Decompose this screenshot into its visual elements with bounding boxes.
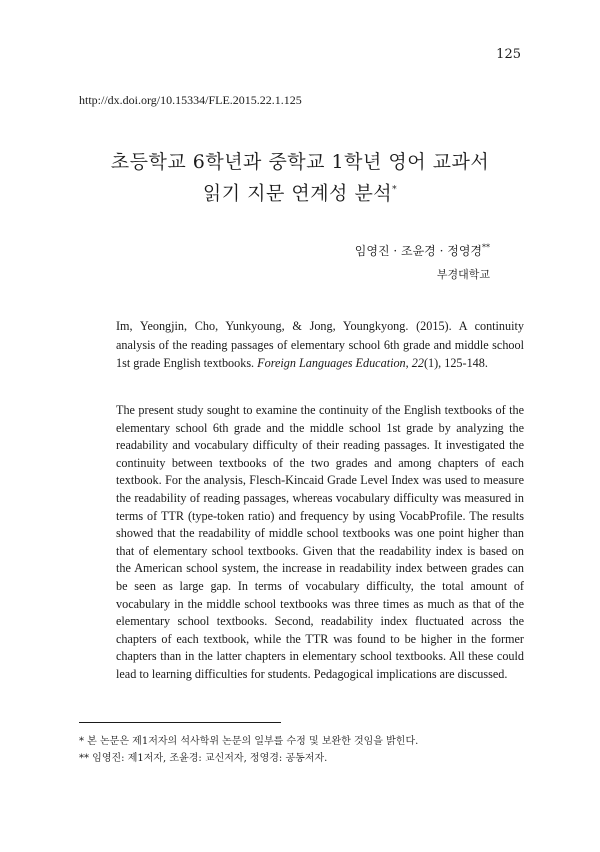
citation (116, 317, 524, 373)
page-number: 125 (496, 47, 521, 62)
author-affiliation: 부경대학교 (436, 268, 490, 281)
footnotes (79, 733, 418, 767)
author-list (355, 242, 490, 259)
author-names: 임영진 · 조윤경 · 정영경 (354, 244, 482, 258)
citation-issue-pages: (1), 125-148. (423, 356, 488, 370)
abstract: The present study sought to examine the continuity of the English textbooks of the elementary school 6th grade and the middle school 1st grade by analyzing the readability and vocabulary difficulty of their reading passages. It investigated the continuity between textbooks of the two grades and among chapters of each textbook. For the analysis, Flesch-Kincaid Grade Level Index was used to measure the readability of reading passages, whereas vocabulary difficulty was measured in terms of TTR (type-token ratio) and frequency by using VocabProfile. The results showed that the readability of middle school textbooks was one point higher than that of elementary school textbooks. Given that the readability index is based on the American school system, the increase in readability index between grades can be seen as large gap. In terms of vocabulary difficulty, the total amount of vocabulary in the middle school textbooks was three times as much as that of the elementary school textbooks. Second, readability index fluctuated across the chapters of each textbook, while the TTR was found to be higher in the former chapters than in the latter chapters in elementary school textbooks. All these could lead to learning difficulties for students. Pedagogical implications are discussed. (116, 403, 524, 681)
title-line-2-text: 읽기 지문 연계성 분석 (202, 182, 393, 205)
author-footnote-marker: ** (482, 243, 490, 252)
footnote-divider (79, 722, 281, 723)
citation-journal: Foreign Languages Education, 22 (257, 356, 424, 370)
title-footnote-marker: * (392, 185, 398, 195)
doi-link[interactable]: http://dx.doi.org/10.15334/FLE.2015.22.1.125 (79, 93, 302, 107)
title-line-1: 초등학교 6학년과 중학교 1학년 영어 교과서 (110, 151, 490, 173)
footnote-1: * 본 논문은 제1저자의 석사학위 논문의 일부를 수정 및 보완한 것임을 밝힌다. (79, 736, 419, 747)
citation-authors: Im, Yeongjin, Cho, Yunkyoung, & Jong, Youngkyong. (2015). A continuity analysis of the reading passages of elementary school 6th grade and middle school 1st grade English textbooks. (116, 319, 524, 370)
title-line-2 (0, 176, 600, 207)
footnote-2: ** 임영진: 제1저자, 조윤경: 교신저자, 정영경: 공동저자. (79, 753, 328, 764)
paper-title (0, 148, 600, 207)
